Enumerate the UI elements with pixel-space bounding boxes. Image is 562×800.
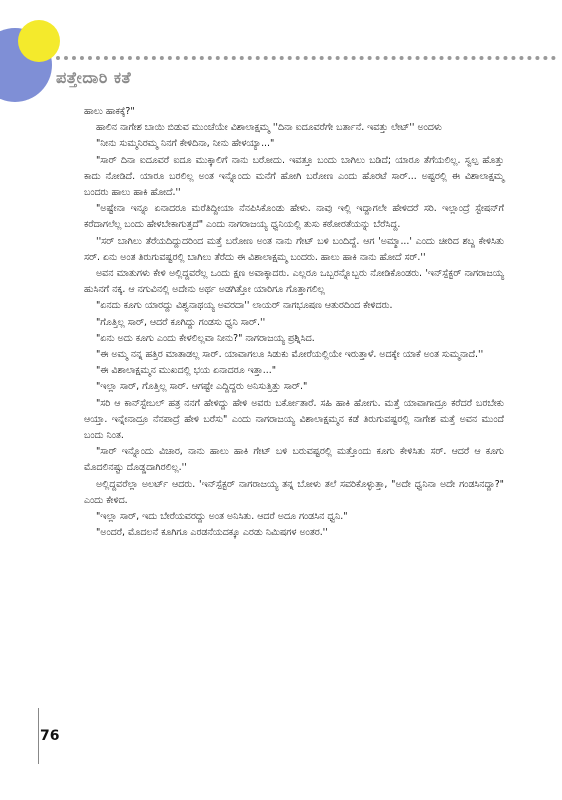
paragraph: "ಸಾರ್ ಇನ್ನೊಂದು ವಿಚಾರ, ನಾನು ಹಾಲು ಹಾಕಿ ಗೇಟ್ ಬಳಿ ಬರುವಷ್ಟರಲ್ಲಿ ಮತ್ತೊಂದು ಕೂಗು ಕೇಳಿಸಿತು ಸರ್. ಆದರೆ ಆ ಕೂಗು ಮೊದಲಿನಷ್ಟು ದೊಡ್ಡದಾಗಿರಲಿಲ್ಲ.'' <box>84 446 504 474</box>
paragraph: "ಏನದು ಕೂಗು ಯಾರದ್ದು ವಿಶ್ವನಾಥಯ್ಯ ಅವರದಾ'' ಲಾಯರ್ ನಾಗಭೂಷಣ ಆತುರದಿಂದ ಕೇಳಿದರು. <box>96 300 393 312</box>
paragraph: "ಈ ಅಮ್ಮ ನನ್ನ ಹತ್ತಿರ ಮಾತಾಡಲ್ಲ ಸಾರ್. ಯಾವಾಗಲೂ ಸಿಡುಕು ಮೋರೆಯಲ್ಲಿಯೇ ಇರುತ್ತಾಳೆ. ಅದಕ್ಕೇ ಯಾಕೆ ಅಂತ ಸುಮ್ಮನಾದೆ.'' <box>96 349 484 361</box>
decorative-yellow-circle <box>18 20 60 62</box>
paragraph: "ಗೊತ್ತಿಲ್ಲ ಸಾರ್, ಆದರೆ ಕೂಗಿದ್ದು ಗಂಡಸು ಧ್ವನಿ ಸಾರ್.'' <box>96 316 266 328</box>
paragraph: "ಏನು ಅದು ಕೂಗು ಎಂದು ಕೇಳಲಿಲ್ಲವಾ ನೀನು?" ನಾಗರಾಜಯ್ಯ ಪ್ರಶ್ನಿಸಿದ. <box>96 332 315 344</box>
paragraph: "ಅಂದರೆ, ಮೊದಲನೆ ಕೂಗಿಗೂ ಎರಡನೆಯದಕ್ಕೂ ಎರಡು ನಿಮಿಷಗಳ ಅಂತರ.'' <box>96 527 328 539</box>
paragraph: ಅಲ್ಲಿದ್ದವರೆಲ್ಲಾ ಅಲರ್ಟ್ ಆದರು. 'ಇನ್‌ಸ್ಪೆಕ್ಟರ್ ನಾಗರಾಜಯ್ಯ ತನ್ನ ಬೋಳು ತಲೆ ಸವರಿಕೊಳ್ಳುತ್ತಾ, "ಅದೇ ಧ್ವನಿನಾ ಅದೇ ಗಂಡಸಿನದ್ದಾ?" ಎಂದು ಕೇಳಿದ. <box>84 478 504 506</box>
paragraph: ''ಸರ್ ಬಾಗಿಲು ತೆರೆಯದಿದ್ದುದರಿಂದ ಮತ್ತೆ ಬರೋಣ ಅಂತ ನಾನು ಗೇಟ್ ಬಳಿ ಬಂದಿದ್ದೆ. ಆಗ 'ಅಮ್ಮಾ...' ಎಂದು ಚೀರಿದ ಶಬ್ದ ಕೇಳಿಸಿತು ಸರ್. ಏನು ಅಂತ ತಿರುಗುವಷ್ಟರಲ್ಲಿ ಬಾಗಿಲು ತೆರೆದು ಈ ವಿಶಾಲಾಕ್ಷಮ್ಮ ಬಂದರು. ಹಾಲು ಹಾಕಿ ನಾನು ಹೋದೆ ಸರ್.'' <box>84 235 504 263</box>
paragraph: "ಸಾರ್ ದಿನಾ ಐದೂವರೆ ಐದೂ ಮುಕ್ಕಾಲಿಗೆ ನಾನು ಬರೋದು. ಇವತ್ತೂ ಬಂದು ಬಾಗಿಲು ಬಡಿದೆ; ಯಾರೂ ತೆಗೆಯಲಿಲ್ಲ. ಸ್ವಲ್ಪ ಹೊತ್ತು ಕಾದು ನೋಡಿದೆ. ಯಾರೂ ಬರಲಿಲ್ಲ ಅಂತ ಇನ್ನೊಂದು ಮನೆಗೆ ಹೋಗಿ ಬರೋಣ ಎಂದು ಹೊರಟೆ ಸಾರ್... ಅಷ್ಟರಲ್ಲಿ ಈ ವಿಶಾಲಾಕ್ಷಮ್ಮ ಬಂದರು ಹಾಲು ಹಾಕಿ ಹೋದೆ.'' <box>84 154 504 199</box>
paragraph: ಹಾಲು ಹಾಕಕ್ಕೆ?" <box>84 106 135 117</box>
paragraph: "ಇಲ್ಲಾ ಸಾರ್, ಇದು ಬೇರೆಯವರದ್ದು ಅಂತ ಅನಿಸಿತು. ಆದರೆ ಅದೂ ಗಂಡಸಿನ ಧ್ವನಿ." <box>96 511 348 523</box>
dotted-header-rule <box>56 56 556 60</box>
paragraph: ಹಾಲಿನ ನಾಗೇಶ ಬಾಯಿ ಬಿಡುವ ಮುಂಚೆಯೇ ವಿಶಾಲಾಕ್ಷಮ್ಮ ''ದಿನಾ ಐದೂವರೆಗೇ ಬರ್ತಾನೆ. ಇವತ್ತು ಲೇಟ್'' ಅಂದಳು <box>96 122 442 134</box>
story-text <box>84 104 504 541</box>
section-title: ಪತ್ತೇದಾರಿ ಕತೆ <box>56 68 132 87</box>
paragraph: "ಅಷ್ಟೇನಾ ಇನ್ನೂ ಏನಾದರೂ ಮರೆತಿದ್ದೀಯಾ ನೆನಪಿಸಿಕೊಂಡು ಹೇಳು. ನಾವು ಇಲ್ಲಿ ಇದ್ದಾಗಲೇ ಹೇಳಿದರೆ ಸರಿ. ಇಲ್ಲಾಂದ್ರೆ ಸ್ಟೇಷನ್‌ಗೆ ಕರೆದಾಗಲೆಲ್ಲ ಬಂದು ಹೇಳಬೇಕಾಗುತ್ತದೆ" ಎಂದು ನಾಗರಾಜಯ್ಯ ಧ್ವನಿಯಲ್ಲಿ ತುಸು ಕಠೋರತೆಯನ್ನು ಬೆರೆಸಿದ್ದ. <box>84 203 504 231</box>
paragraph: "ಇಲ್ಲಾ ಸಾರ್, ಗೊತ್ತಿಲ್ಲ ಸಾರ್. ಆಗಷ್ಟೇ ಎದ್ದಿದ್ದರು ಅನಿಸುತ್ತಿತ್ತು ಸಾರ್." <box>96 381 308 393</box>
page-number-rule <box>38 708 39 764</box>
paragraph: "ಈ ವಿಶಾಲಾಕ್ಷಮ್ಮನ ಮುಖದಲ್ಲಿ ಭಯ ಏನಾದರೂ ಇತ್ತಾ..." <box>96 365 277 377</box>
paragraph: "ಸರಿ ಆ ಕಾನ್‌ಸ್ಟೇಬಲ್ ಹತ್ರ ನನಗೆ ಹೇಳಿದ್ದು ಹೇಳಿ ಅವರು ಬರ್ಕೋತಾರೆ. ಸಹಿ ಹಾಕಿ ಹೋಗು. ಮತ್ತೆ ಯಾವಾಗಾದ್ರೂ ಕರೆದರೆ ಬರಬೇಕು ಆಯ್ತಾ. ಇನ್ನೇನಾದ್ರೂ ನೆನಪಾದ್ರೆ ಹೇಳಿ ಬರೆಸು" ಎಂದು ನಾಗರಾಜಯ್ಯ ವಿಶಾಲಾಕ್ಷಮ್ಮನ ಕಡೆ ತಿರುಗುವಷ್ಟರಲ್ಲಿ ನಾಗೇಶ ಮತ್ತೆ ಅವನ ಮುಂದೆ ಬಂದು ನಿಂತ. <box>84 397 504 442</box>
page-number: 76 <box>40 728 60 744</box>
paragraph: "ನೀನು ಸುಮ್ಮನಿರಮ್ಮ ನಿನಗೆ ಕೇಳಿದಿನಾ, ನೀನು ಹೇಳಯ್ಯಾ..." <box>96 138 275 150</box>
paragraph: ಅವನ ಮಾತುಗಳು ಕೇಳಿ ಅಲ್ಲಿದ್ದವರೆಲ್ಲ ಒಂದು ಕ್ಷಣ ಅವಾಕ್ಕಾದರು. ಎಲ್ಲರೂ ಒಬ್ಬರನ್ನೊಬ್ಬರು ನೋಡಿಕೊಂಡರು. 'ಇನ್‌ಸ್ಪೆಕ್ಟರ್ ನಾಗರಾಜಯ್ಯ ಹುಸಿನಗೆ ನಕ್ಕ. ಆ ನಗುವಿನಲ್ಲಿ ಅದೇನು ಅರ್ಥ ಅಡಗಿತ್ತೋ ಯಾರಿಗೂ ಗೊತ್ತಾಗಲಿಲ್ಲ <box>84 268 504 296</box>
